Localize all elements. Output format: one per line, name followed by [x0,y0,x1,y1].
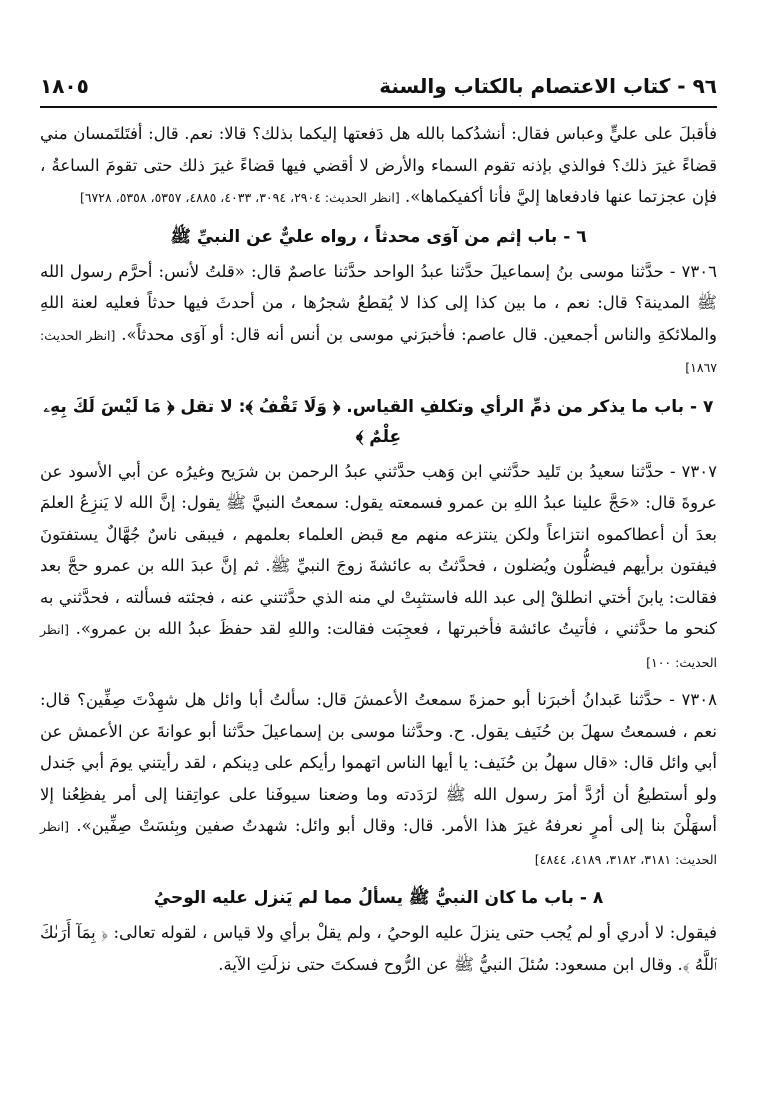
paragraph-text: فيقول: لا أدري أو لم يُجب حتى ينزلَ عليه الوحيُ ، ولم يقلْ برأي ولا قياس ، لقوله تعالى: ﴿ بِمَآ أَرَىٰكَ ٱللَّهُ ﴾. وقال ابن مسعود: سُئلَ النبيُّ ﷺ عن الرُّوح فسكتَ حتى نزلَتِ الآية. [40,923,717,974]
hadith-reference: [انظر الحديث: ١٨٦٧] [40,327,717,375]
header-rule [40,106,717,108]
chapter-heading: ٧ - باب ما يذكر من ذمِّ الرأي وتكلفِ القياس. ﴿ وَلَا تَقْفُ ﴾: لا تقل ﴿ مَا لَيْسَ لَكَ بِهِۦ عِلْمٌ ﴾ [43,396,714,447]
chapter-heading: ٨ - باب ما كان النبيُّ ﷺ يسألُ مما لم يَنزل عليه الوحيُ [153,888,604,908]
hadith-reference: [انظر الحديث: ٢٩٠٤، ٣٠٩٤، ٤٠٣٣، ٤٨٨٥، ٥٣٥٧، ٥٣٥٨، ٦٧٢٨] [79,190,400,205]
paragraph-text: ٧٣٠٨ - حدَّثنا عَبدانُ أخبرَنا أبو حمزةَ سمعتُ الأعمشَ قال: سألتُ أبا وائل هل شهِدْتَ صِفِّين؟ قال: نعم ، فسمعتُ سهلَ بن حُنَيف يقول. ح. وحدَّثنا موسى بن إسماعيلَ حدَّثنا أبو عوانةَ عن الأعمش عن أبي وائل قال: «قال سهلُ بن حُنَيف: يا أيها الناس اتهموا رأيكم على دِينكم ، لقد رأيتني يومَ أبي جَندل ولو أستطيعُ أن أرُدَّ أمرَ رسول الله ﷺ لرَدَدته وما وضعنا سيوفَنا على عواتِقنا إلى أمر يفظِعُنا إلا أسهَلْنَ بنا إلى أمرٍ نعرفهُ غيرَ هذا الأمر. قال: وقال أبو وائل: شهدتُ صفين وبِئسَتْ صِفِّين». [40,690,717,835]
hadith-paragraph [40,256,717,384]
hadith-reference: [انظر الحديث: ١٠٠] [40,622,717,670]
chapter-heading: ٦ - باب إثم من آوَى محدثاً ، رواه عليٌّ عن النبيِّ ﷺ [170,226,587,247]
paragraph [40,118,717,214]
page-body [40,118,717,980]
page-number: ١٨٠٥ [40,74,89,98]
hadith-paragraph [40,456,717,679]
chapter-title: ٩٦ - كتاب الاعتصام بالكتاب والسنة [379,74,717,98]
paragraph-text: ٧٣٠٧ - حدَّثنا سعيدُ بن تَليد حدَّثني ابن وَهب حدَّثني عبدُ الرحمن بن شرَيح وغيرُه عن أبي الأسود عن عروةَ قال: «حَجَّ علينا عبدُ اللهِ بن عمرو فسمعته يقول: سمعتُ النبيَّ ﷺ يقول: إنَّ الله لا يَنزِعُ العلمَ بعدَ أن أعطاكموه انتزاعاً ولكن ينتزعه منهم مع قبض العلماء بعلمهم ، فيبقى ناسٌ جُهَّالٌ يستفتونَ فيفتون برأيهم فيضلُّون ويُضلون ، فحدَّثتُ به عائشةَ زوجَ النبيِّ ﷺ. ثم إنَّ عبدَ الله بن عمرو حجَّ بعد فقالت: يابنَ أختي انطلقْ إلى عبد الله فاستثبِتْ لي منه الذي حدَّثتني عنه ، فجئته فسألته ، فحدَّثني به كنحو ما حدَّثني ، فأتيتُ عائشة فأخبرتها ، فعجِبَت فقالت: واللهِ لقد حفظَ عبدُ الله بن عمرو». [40,461,718,638]
paragraph [40,917,717,980]
paragraph-text: ٧٣٠٦ - حدَّثنا موسى بنُ إسماعيلَ حدَّثنا عبدُ الواحد حدَّثنا عاصمٌ قال: «قلتُ لأنس: أحرَّم رسول الله ﷺ المدينة؟ قال: نعم ، ما بين كذا إلى كذا لا يُقطعُ شجرُها ، من أحدثَ فيها حدثاً فعليه لعنة اللهِ والملائكةِ والناس أجمعين. قال عاصم: فأخبرَني موسى بن أنس أنه قال: أو آوَى محدثاً». [40,261,717,344]
hadith-reference: [انظر الحديث: ٣١٨١، ٣١٨٢، ٤١٨٩، ٤٨٤٤] [40,819,717,867]
page-header [40,68,717,104]
paragraph-text: فأقبلَ على عليٍّ وعباس فقال: أنشدُكما بالله هل دَفعتها إليكما بذلك؟ قالا: نعم. قال: أفتَلتَمسان مني قضاءً غيرَ ذلك؟ فوالذي بإذنه تقوم السماء والأرض لا أقضي فيها قضاءً غيرَ ذلك حتى تقومَ الساعةُ ، فإن عجزتما عنها فادفعاها إليَّ فأنا أكفيكماها». [40,124,717,206]
hadith-paragraph [40,684,717,875]
